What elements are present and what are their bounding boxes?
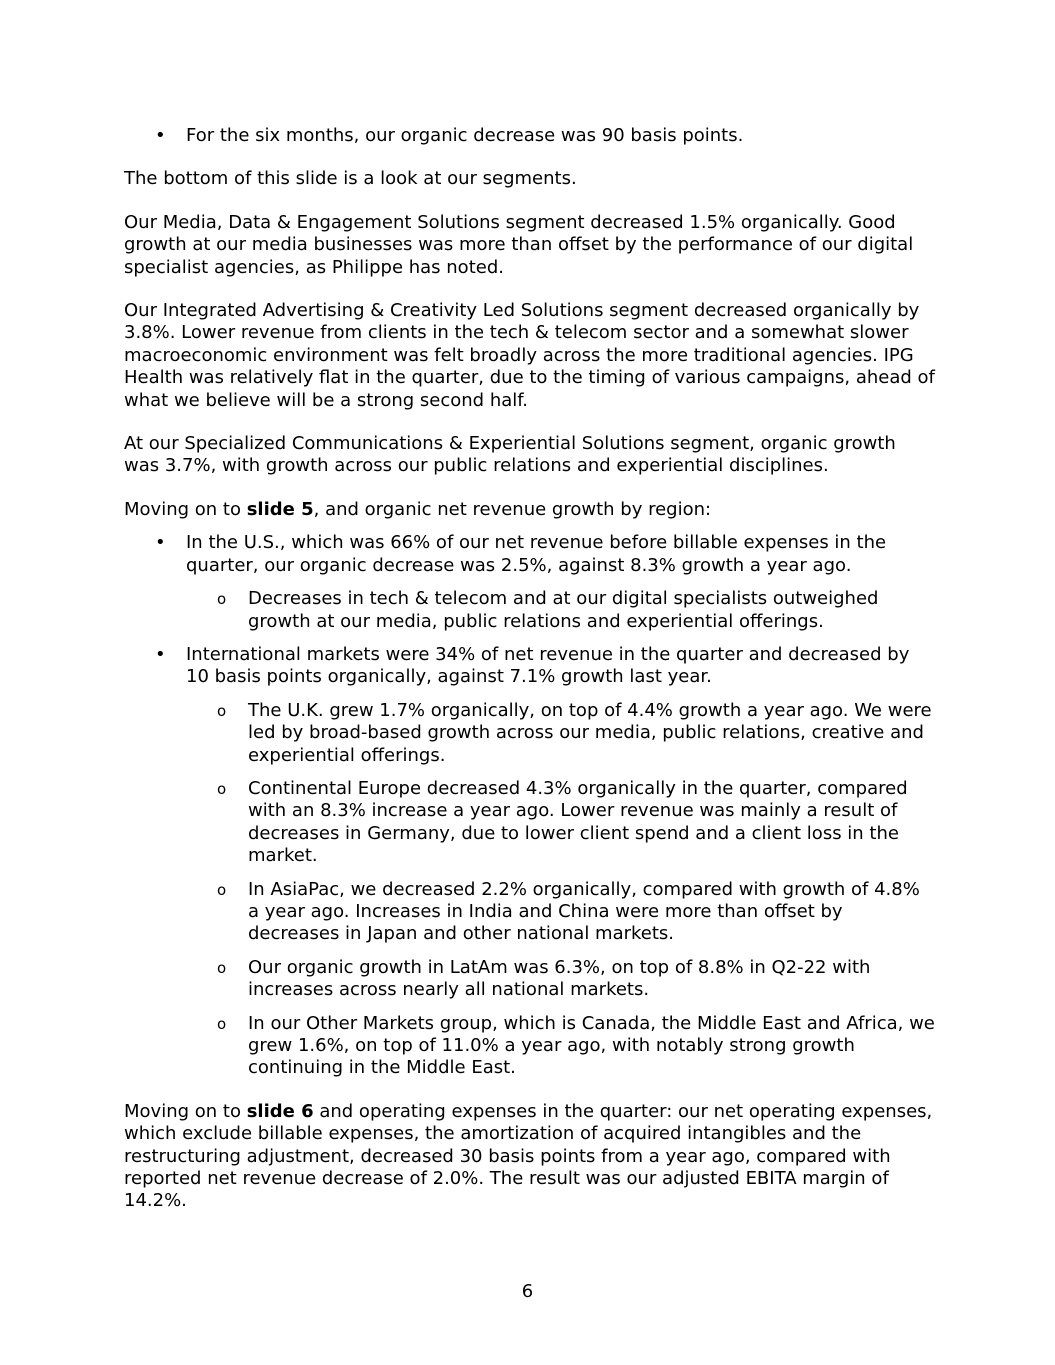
paragraph-slide5 — [124, 499, 936, 521]
slide5-suffix: , and organic net revenue growth by region: — [313, 498, 712, 520]
bullet-international — [124, 644, 936, 689]
bullet-marker: • — [155, 125, 166, 146]
paragraph-slide6 — [124, 1101, 936, 1213]
sub-bullet-marker: o — [217, 880, 227, 899]
top-bullet-list — [124, 125, 936, 147]
sub-bullet-other-markets — [124, 1013, 936, 1080]
sub-bullet-uk — [124, 700, 936, 767]
sub-bullet-text: In our Other Markets group, which is Canada, the Middle East and Africa, we grew 1.6%, on top of 11.0% a year ago, with notably strong growth continuing in the Middle East. — [248, 1012, 935, 1079]
page-number: 6 — [521, 1281, 534, 1302]
sub-bullet-text: Decreases in tech & telecom and at our digital specialists outweighed growth at our media, public relations and experiential offerings. — [248, 588, 879, 632]
slide5-ref: slide 5 — [246, 498, 314, 520]
sub-bullet-marker: o — [217, 958, 227, 977]
sub-bullet-text: In AsiaPac, we decreased 2.2% organically, compared with growth of 4.8% a year ago. Increases in India and China were more than offset by decreases in Japan and other national markets. — [248, 878, 920, 945]
bullet-text: For the six months, our organic decrease was 90 basis points. — [186, 125, 744, 146]
sub-bullet-text: The U.K. grew 1.7% organically, on top of 4.4% growth a year ago. We were led by broad-based growth across our media, public relations, creative and experiential offerings. — [248, 699, 932, 766]
sub-bullet-marker: o — [217, 701, 227, 720]
sub-bullet-marker: o — [217, 590, 227, 609]
slide5-prefix: Moving on to — [124, 498, 247, 520]
sub-bullet-marker: o — [217, 1014, 227, 1033]
paragraph-mdes: Our Media, Data & Engagement Solutions segment decreased 1.5% organically. Good growth at our media businesses was more than offset by the performance of our digital specialist agencies, as Philippe has noted. — [124, 211, 914, 278]
sub-bullet-latam — [124, 957, 936, 1002]
sub-bullet-marker: o — [217, 779, 227, 798]
bullet-text: In the U.S., which was 66% of our net revenue before billable expenses in the quarter, our organic decrease was 2.5%, against 8.3% growth a year ago. — [186, 532, 887, 576]
paragraph-sces: At our Specialized Communications & Experiential Solutions segment, organic growth was 3.7%, with growth across our public relations and experiential disciplines. — [124, 433, 896, 477]
slide6-ref: slide 6 — [246, 1100, 314, 1122]
sub-bullet-text: Continental Europe decreased 4.3% organically in the quarter, compared with an 8.3% increase a year ago. Lower revenue was mainly a result of decreases in Germany, due to lower client spend and a client loss in the market. — [248, 777, 908, 867]
sub-bullet-us-detail — [124, 588, 936, 633]
bullet-text: International markets were 34% of net revenue in the quarter and decreased by 10 basis points organically, against 7.1% growth last year. — [186, 643, 910, 688]
paragraph-iacls: Our Integrated Advertising & Creativity Led Solutions segment decreased organically by 3.8%. Lower revenue from clients in the tech & telecom sector and a somewhat slower macroeconomic environment was felt broadly across the more traditional agencies. IPG Health was relatively flat in the quarter, due to the timing of various campaigns, ahead of what we believe will be a strong second half. — [124, 300, 935, 411]
slide6-prefix: Moving on to — [124, 1100, 247, 1122]
document-body — [124, 125, 936, 1234]
slide6-suffix: and operating expenses in the quarter: our net operating expenses, which exclude billable expenses, the amortization of acquired intangibles and the restructuring adjustment, decreased 30 basis points from a year ago, compared with reported net revenue decrease of 2.0%. The result was our adjusted EBITA margin of 14.2%. — [124, 1100, 933, 1212]
bullet-marker: • — [155, 532, 166, 554]
bullet-six-months — [124, 125, 936, 147]
region-bullet-list — [124, 532, 936, 1080]
paragraph-segments-intro: The bottom of this slide is a look at our segments. — [124, 168, 577, 190]
sub-bullet-continental-europe — [124, 778, 936, 868]
sub-bullet-asiapac — [124, 879, 936, 946]
sub-bullet-text: Our organic growth in LatAm was 6.3%, on top of 8.8% in Q2-22 with increases across nearly all national markets. — [248, 956, 871, 1001]
bullet-us — [124, 532, 936, 577]
bullet-marker: • — [155, 643, 166, 665]
